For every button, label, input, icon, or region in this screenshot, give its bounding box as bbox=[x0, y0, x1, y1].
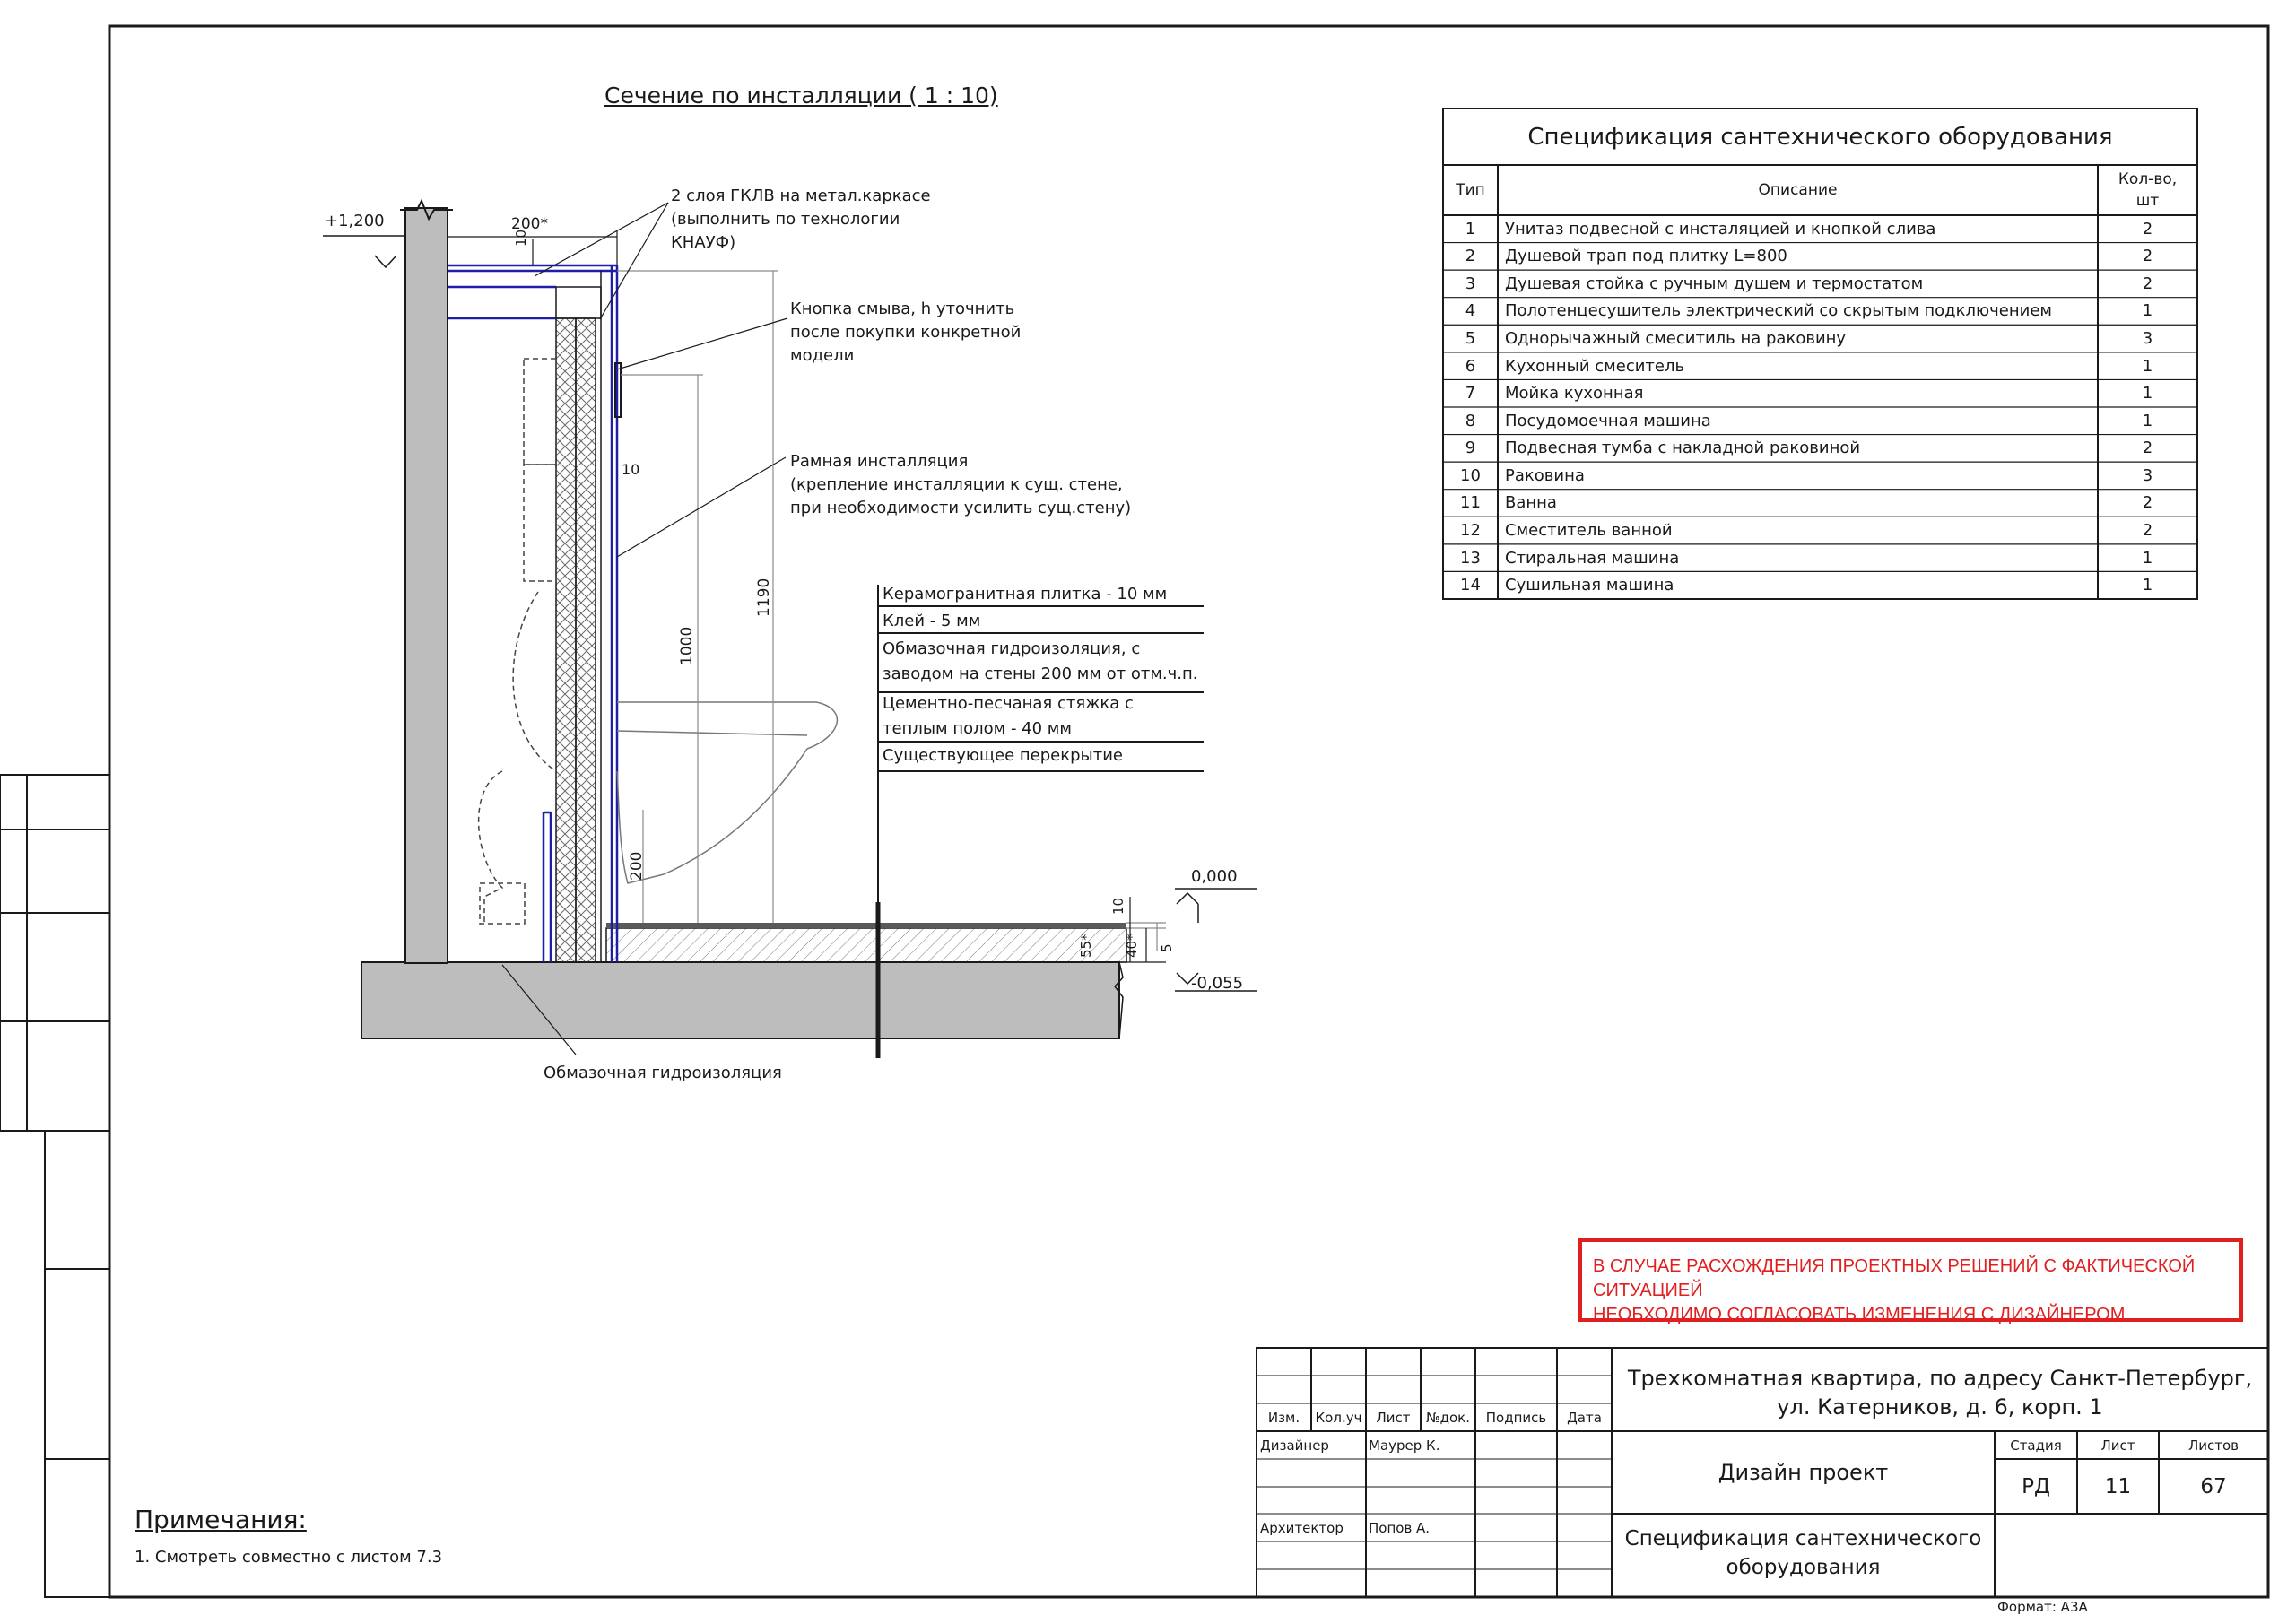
dim-10-top: 10 bbox=[513, 229, 529, 247]
spec-cell-description: Раковина bbox=[1505, 465, 1585, 485]
spec-cell-quantity: 2 bbox=[2142, 219, 2153, 239]
layer-line: заводом на стены 200 мм от отм.ч.п. bbox=[883, 664, 1198, 683]
toilet-bowl bbox=[617, 702, 837, 883]
level-zero-label: 0,000 bbox=[1191, 867, 1238, 886]
callout-gklv bbox=[671, 185, 931, 255]
stamp-sheets-value: 67 bbox=[2200, 1474, 2227, 1498]
callout-waterproofing: Обмазочная гидроизоляция bbox=[544, 1064, 782, 1082]
spec-cell-type: 12 bbox=[1460, 521, 1481, 541]
dim-55: 55* bbox=[1078, 934, 1094, 958]
level-top-label: +1,200 bbox=[325, 212, 385, 230]
spec-cell-description: Душевой трап под плитку L=800 bbox=[1505, 247, 1787, 266]
dim-10-floor: 10 bbox=[1110, 897, 1126, 915]
spec-cell-description: Подвесная тумба с накладной раковиной bbox=[1505, 439, 1861, 458]
spec-header-description: Описание bbox=[1758, 181, 1838, 199]
callout-frame-line: (крепление инсталляции к сущ. стене, bbox=[790, 475, 1123, 494]
stamp-col-count: Кол.уч bbox=[1315, 1409, 1362, 1426]
spec-cell-description: Посудомоечная машина bbox=[1505, 411, 1711, 430]
floor-tile bbox=[606, 923, 1126, 928]
dim-1000: 1000 bbox=[678, 626, 696, 665]
spec-cell-type: 4 bbox=[1465, 301, 1476, 321]
section-title: Сечение по инсталляции ( 1 : 10) bbox=[604, 83, 998, 109]
spec-cell-description: Ванна bbox=[1505, 493, 1557, 513]
spec-cell-description: Душевая стойка с ручным душем и термостатом bbox=[1505, 274, 1924, 293]
spec-cell-description: Кухонный смеситель bbox=[1505, 356, 1685, 376]
spec-cell-quantity: 3 bbox=[2142, 329, 2153, 349]
stamp-col-doc: №док. bbox=[1426, 1409, 1470, 1426]
note-item: 1. Смотреть совместно с листом 7.3 bbox=[135, 1548, 443, 1567]
spec-cell-quantity: 2 bbox=[2142, 439, 2153, 458]
stamp-sheets-label: Листов bbox=[2187, 1437, 2239, 1454]
callout-gklv-line: КНАУФ) bbox=[671, 233, 736, 252]
callout-frame-line: Рамная инсталляция bbox=[790, 452, 969, 471]
spec-cell-type: 13 bbox=[1460, 548, 1481, 568]
callout-gklv-line: 2 слоя ГКЛВ на метал.каркасе bbox=[671, 187, 931, 205]
stamp-sheet-title-line: оборудования bbox=[1726, 1556, 1881, 1579]
level-bottom-label: -0,055 bbox=[1191, 974, 1244, 993]
spec-cell-type: 5 bbox=[1465, 329, 1476, 349]
spec-cell-type: 8 bbox=[1465, 411, 1476, 430]
gypsum-board-outer bbox=[576, 318, 596, 962]
binding-strip bbox=[0, 775, 109, 1597]
layer-line: теплым полом - 40 мм bbox=[883, 719, 1072, 738]
spec-header-quantity-line: Кол-во, bbox=[2118, 170, 2178, 188]
dim-200-low: 200 bbox=[628, 851, 646, 881]
spec-cell-description: Стиральная машина bbox=[1505, 548, 1680, 568]
spec-cell-type: 1 bbox=[1465, 219, 1476, 239]
layer-tile: Керамогранитная плитка - 10 мм bbox=[883, 585, 1168, 604]
spec-cell-description: Унитаз подвесной с инсталяцией и кнопкой слива bbox=[1505, 219, 1936, 239]
stamp-project-line: ул. Катерников, д. 6, корп. 1 bbox=[1777, 1394, 2103, 1420]
spec-cell-quantity: 2 bbox=[2142, 274, 2153, 293]
existing-slab bbox=[361, 962, 1119, 1038]
spec-cell-quantity: 1 bbox=[2142, 576, 2153, 595]
stamp-designer-role: Дизайнер bbox=[1260, 1437, 1329, 1454]
spec-header-quantity bbox=[2098, 169, 2197, 212]
callout-button-line: после покупки конкретной bbox=[790, 323, 1022, 342]
spec-cell-type: 2 bbox=[1465, 247, 1476, 266]
stamp-designer-name: Маурер К. bbox=[1369, 1437, 1440, 1454]
callout-gklv-line: (выполнить по технологии bbox=[671, 210, 900, 229]
spec-cell-quantity: 1 bbox=[2142, 411, 2153, 430]
floor-screed bbox=[606, 928, 1126, 962]
spec-cell-description: Сушильная машина bbox=[1505, 576, 1674, 595]
stamp-col-date: Дата bbox=[1567, 1409, 1602, 1426]
design-warning-line: НЕОБХОДИМО СОГЛАСОВАТЬ ИЗМЕНЕНИЯ С ДИЗАЙНЕРОМ bbox=[1593, 1305, 2126, 1324]
spec-cell-type: 10 bbox=[1460, 465, 1481, 485]
spec-cell-type: 14 bbox=[1460, 576, 1481, 595]
stamp-col-signature: Подпись bbox=[1485, 1409, 1547, 1426]
spec-cell-quantity: 3 bbox=[2142, 465, 2153, 485]
spec-header-quantity-line: шт bbox=[2135, 192, 2160, 210]
stamp-sheet-title bbox=[1612, 1524, 1995, 1582]
gypsum-board-inner bbox=[556, 318, 576, 962]
spec-cell-quantity: 2 bbox=[2142, 493, 2153, 513]
spec-table-title: Спецификация сантехнического оборудования bbox=[1527, 123, 2113, 151]
callout-button-line: модели bbox=[790, 346, 855, 365]
layer-screed bbox=[883, 691, 1134, 742]
existing-wall bbox=[405, 208, 448, 963]
spec-cell-quantity: 1 bbox=[2142, 356, 2153, 376]
stamp-sheet-title-line: Спецификация сантехнического bbox=[1624, 1527, 1982, 1550]
callout-frame bbox=[790, 450, 1131, 520]
dim-200: 200* bbox=[511, 215, 548, 233]
spec-cell-description: Полотенцесушитель электрический со скрытым подключением bbox=[1505, 301, 2052, 321]
design-warning bbox=[1578, 1238, 2243, 1322]
layer-line: Обмазочная гидроизоляция, с bbox=[883, 639, 1141, 658]
callout-button-line: Кнопка смыва, h уточнить bbox=[790, 300, 1015, 318]
callout-flush-button bbox=[790, 298, 1021, 368]
spec-cell-quantity: 1 bbox=[2142, 301, 2153, 321]
stamp-sheet-value: 11 bbox=[2104, 1474, 2132, 1498]
callout-frame-line: при необходимости усилить сущ.стену) bbox=[790, 499, 1132, 517]
stamp-stage-value: РД bbox=[2022, 1474, 2050, 1498]
layer-waterproofing bbox=[883, 637, 1197, 687]
spec-cell-quantity: 1 bbox=[2142, 384, 2153, 404]
dim-40: 40* bbox=[1124, 934, 1140, 958]
spec-header-type: Тип bbox=[1456, 181, 1485, 199]
spec-cell-quantity: 2 bbox=[2142, 521, 2153, 541]
spec-cell-type: 3 bbox=[1465, 274, 1476, 293]
layer-legend-lines bbox=[878, 585, 1204, 902]
dim-1190: 1190 bbox=[755, 578, 773, 617]
spec-cell-description: Однорычажный смеситиль на раковину bbox=[1505, 329, 1847, 349]
stamp-col-sheet: Лист bbox=[1376, 1409, 1411, 1426]
board-cap bbox=[556, 287, 601, 318]
notes-title: Примечания: bbox=[135, 1505, 307, 1534]
spec-cell-description: Мойка кухонная bbox=[1505, 384, 1644, 404]
spec-cell-quantity: 2 bbox=[2142, 247, 2153, 266]
stamp-stage-label: Стадия bbox=[2010, 1437, 2062, 1454]
design-warning-line: В СЛУЧАЕ РАСХОЖДЕНИЯ ПРОЕКТНЫХ РЕШЕНИЙ С ФАКТИЧЕСКОЙ СИТУАЦИЕЙ bbox=[1593, 1256, 2196, 1300]
layer-adhesive: Клей - 5 мм bbox=[883, 612, 981, 630]
stamp-col-change: Изм. bbox=[1267, 1409, 1300, 1426]
dim-5-floor: 5 bbox=[1159, 943, 1175, 952]
stamp-stage-title: Дизайн проект bbox=[1718, 1460, 1889, 1485]
sheet-format: Формат: А3А bbox=[1997, 1599, 2088, 1615]
spec-cell-type: 7 bbox=[1465, 384, 1476, 404]
stamp-architect-role: Архитектор bbox=[1260, 1519, 1344, 1536]
layer-line: Цементно-песчаная стяжка с bbox=[883, 694, 1134, 713]
dim-10-mid: 10 bbox=[622, 461, 640, 478]
spec-cell-type: 11 bbox=[1460, 493, 1481, 513]
spec-cell-type: 6 bbox=[1465, 356, 1476, 376]
stamp-project-name bbox=[1612, 1364, 2268, 1421]
layer-slab: Существующее перекрытие bbox=[883, 746, 1123, 765]
stamp-sheet-label: Лист bbox=[2100, 1437, 2135, 1454]
stamp-project-line: Трехкомнатная квартира, по адресу Санкт-Петербург, bbox=[1627, 1366, 2253, 1391]
spec-cell-type: 9 bbox=[1465, 439, 1476, 458]
spec-cell-quantity: 1 bbox=[2142, 548, 2153, 568]
spec-cell-description: Сместитель ванной bbox=[1505, 521, 1673, 541]
stamp-architect-name: Попов А. bbox=[1369, 1519, 1431, 1536]
